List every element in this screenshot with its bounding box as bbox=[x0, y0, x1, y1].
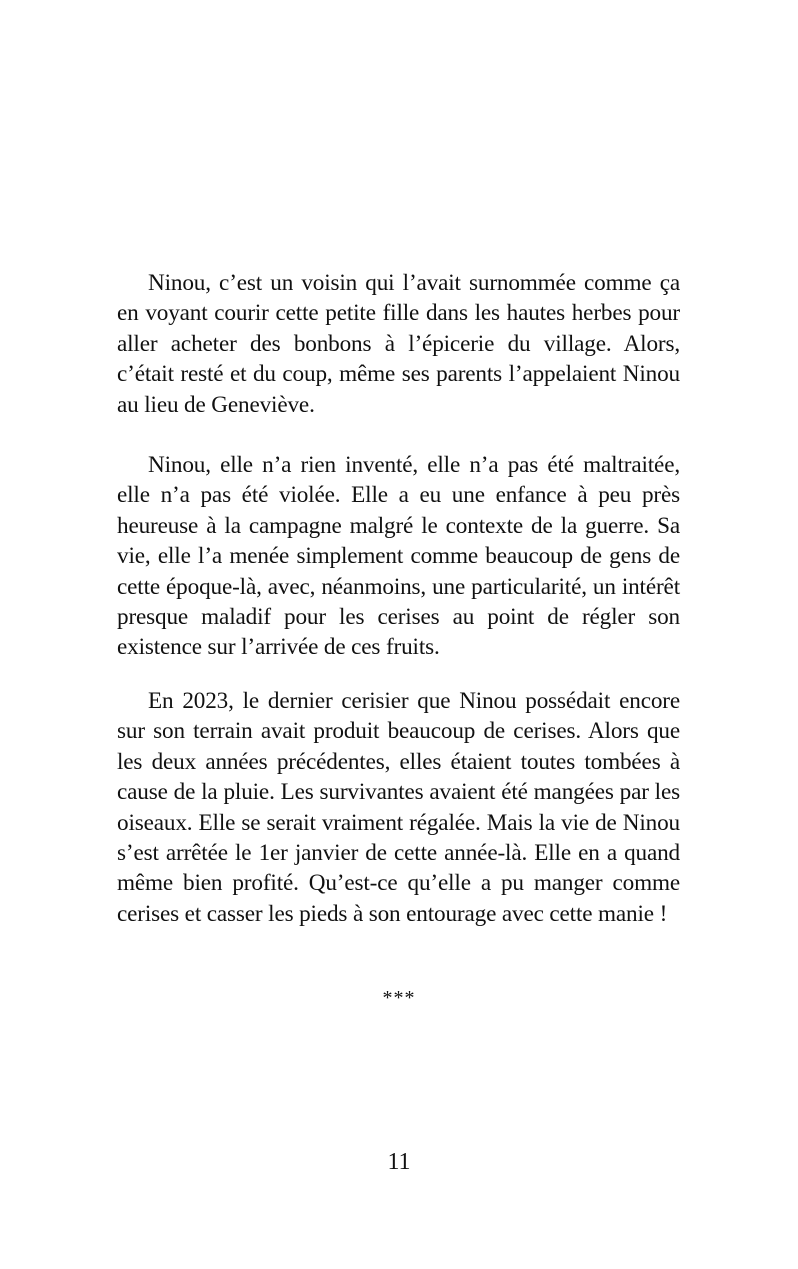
paragraph-2: Ninou, elle n’a rien inventé, elle n’a pas été maltraitée, elle n’a pas été violée. Elle a eu une enfance à peu près heureuse à la campagne malgré le contexte de la guerre. Sa vie, elle l’a menée simplement comme beaucoup de gens de cette époque-là, avec, néanmoins, une particularité, un intérêt presque maladif pour les cerises au point de régler son existence sur l’arrivée de ces fruits. bbox=[117, 452, 680, 661]
paragraph-3: En 2023, le dernier cerisier que Ninou possédait encore sur son terrain avait produit beaucoup de cerises. Alors que les deux années précédentes, elles étaient toutes tombées à cause de la pluie. Les survivantes avaient été mangées par les oiseaux. Elle se serait vraiment régalée. Mais la vie de Ninou s’est arrêtée le 1er janvier de cette année-là. Elle en a quand même bien profité. Qu’est-ce qu’elle a pu manger comme cerises et casser les pieds à son entourage avec cette manie ! bbox=[117, 688, 680, 927]
section-separator: *** bbox=[382, 987, 416, 1009]
paragraph-1: Ninou, c’est un voisin qui l’avait surnommée comme ça en voyant courir cette petite fille dans les hautes herbes pour aller acheter des bonbons à l’épicerie du village. Alors, c’était resté et du coup, même ses parents l’appelaient Ninou au lieu de Geneviève. bbox=[117, 270, 680, 418]
page-number: 11 bbox=[387, 1149, 411, 1175]
